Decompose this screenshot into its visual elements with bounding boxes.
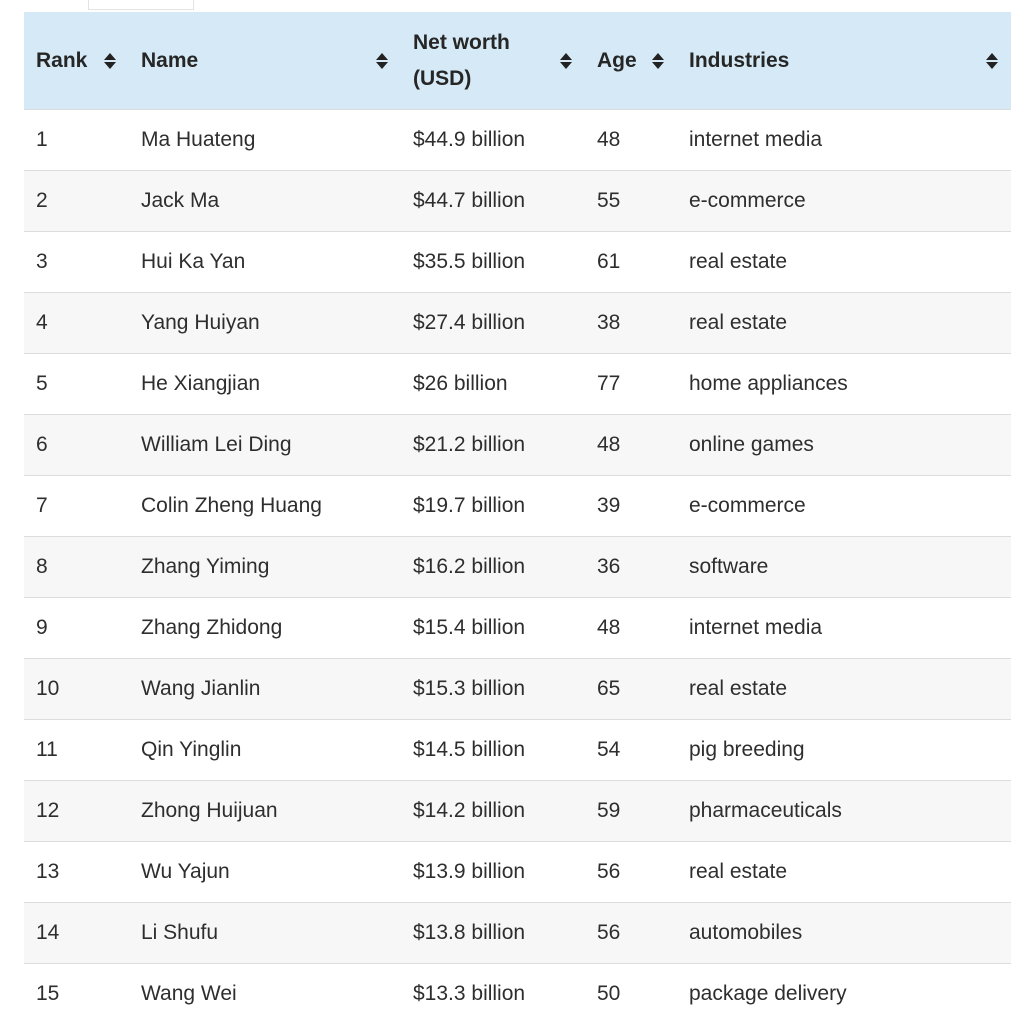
column-header-name-label: Name: [141, 48, 199, 72]
table-row: [24, 964, 1011, 1025]
cell-net-worth: $44.9 billion: [401, 110, 585, 171]
cell-net-worth: $21.2 billion: [401, 415, 585, 476]
cell-name: Wang Wei: [129, 964, 401, 1025]
column-header-net-worth-label-line1: Net worth: [413, 30, 510, 54]
cell-age: 48: [585, 415, 677, 476]
cell-name: Qin Yinglin: [129, 720, 401, 781]
cell-age: 48: [585, 598, 677, 659]
cell-rank: 3: [24, 232, 129, 293]
cell-age: 77: [585, 354, 677, 415]
cell-net-worth: $26 billion: [401, 354, 585, 415]
column-header-age[interactable]: [585, 12, 677, 110]
billionaires-table-container: [24, 12, 1011, 1024]
cell-name: Zhong Huijuan: [129, 781, 401, 842]
table-row: [24, 781, 1011, 842]
cell-net-worth: $19.7 billion: [401, 476, 585, 537]
column-header-industries-label: Industries: [689, 48, 790, 72]
cell-rank: 7: [24, 476, 129, 537]
cell-name: Zhang Yiming: [129, 537, 401, 598]
cell-name: William Lei Ding: [129, 415, 401, 476]
cell-net-worth: $44.7 billion: [401, 171, 585, 232]
cell-name: Zhang Zhidong: [129, 598, 401, 659]
cell-age: 55: [585, 171, 677, 232]
sort-up-down-icon[interactable]: [985, 51, 999, 71]
table-row: [24, 537, 1011, 598]
cell-industries: real estate: [677, 659, 1011, 720]
cell-age: 36: [585, 537, 677, 598]
table-row: [24, 598, 1011, 659]
cell-age: 56: [585, 842, 677, 903]
table-row: [24, 171, 1011, 232]
table-row: [24, 232, 1011, 293]
cell-industries: automobiles: [677, 903, 1011, 964]
cell-net-worth: $15.4 billion: [401, 598, 585, 659]
cell-name: Hui Ka Yan: [129, 232, 401, 293]
cell-industries: real estate: [677, 842, 1011, 903]
cell-net-worth: $15.3 billion: [401, 659, 585, 720]
cell-industries: e-commerce: [677, 171, 1011, 232]
cell-industries: real estate: [677, 293, 1011, 354]
cell-age: 39: [585, 476, 677, 537]
cell-rank: 2: [24, 171, 129, 232]
cell-industries: home appliances: [677, 354, 1011, 415]
table-row: [24, 293, 1011, 354]
cell-age: 50: [585, 964, 677, 1025]
tab-fragment: [88, 0, 194, 10]
cell-rank: 9: [24, 598, 129, 659]
cell-name: He Xiangjian: [129, 354, 401, 415]
cell-net-worth: $14.2 billion: [401, 781, 585, 842]
cell-industries: online games: [677, 415, 1011, 476]
cell-net-worth: $16.2 billion: [401, 537, 585, 598]
cell-age: 48: [585, 110, 677, 171]
table-row: [24, 842, 1011, 903]
cell-rank: 6: [24, 415, 129, 476]
table-row: [24, 720, 1011, 781]
header-row: [24, 12, 1011, 110]
table-row: [24, 415, 1011, 476]
cell-rank: 5: [24, 354, 129, 415]
column-header-age-label: Age: [597, 48, 637, 72]
cell-rank: 4: [24, 293, 129, 354]
cell-industries: pharmaceuticals: [677, 781, 1011, 842]
sort-up-down-icon[interactable]: [375, 51, 389, 71]
column-header-name[interactable]: [129, 12, 401, 110]
cell-industries: internet media: [677, 598, 1011, 659]
cell-name: Yang Huiyan: [129, 293, 401, 354]
table-row: [24, 354, 1011, 415]
cell-rank: 13: [24, 842, 129, 903]
cell-net-worth: $27.4 billion: [401, 293, 585, 354]
cell-name: Li Shufu: [129, 903, 401, 964]
cell-rank: 1: [24, 110, 129, 171]
sort-up-down-icon[interactable]: [559, 51, 573, 71]
cell-industries: e-commerce: [677, 476, 1011, 537]
column-header-rank[interactable]: [24, 12, 129, 110]
column-header-industries[interactable]: [677, 12, 1011, 110]
column-header-net-worth[interactable]: [401, 12, 585, 110]
cell-age: 56: [585, 903, 677, 964]
cell-rank: 14: [24, 903, 129, 964]
cell-age: 65: [585, 659, 677, 720]
table-row: [24, 476, 1011, 537]
cell-rank: 12: [24, 781, 129, 842]
cell-age: 59: [585, 781, 677, 842]
column-header-net-worth-label-line2: (USD): [413, 66, 472, 90]
cell-name: Jack Ma: [129, 171, 401, 232]
cell-rank: 11: [24, 720, 129, 781]
table-row: [24, 659, 1011, 720]
cell-rank: 8: [24, 537, 129, 598]
cell-net-worth: $14.5 billion: [401, 720, 585, 781]
cell-net-worth: $13.8 billion: [401, 903, 585, 964]
table-header: [24, 12, 1011, 110]
table-row: [24, 110, 1011, 171]
cell-net-worth: $35.5 billion: [401, 232, 585, 293]
cell-age: 61: [585, 232, 677, 293]
cell-industries: software: [677, 537, 1011, 598]
cell-name: Wu Yajun: [129, 842, 401, 903]
cell-age: 54: [585, 720, 677, 781]
sort-up-down-icon[interactable]: [651, 51, 665, 71]
cell-name: Wang Jianlin: [129, 659, 401, 720]
cell-industries: real estate: [677, 232, 1011, 293]
column-header-rank-label: Rank: [36, 48, 88, 72]
billionaires-table: [24, 12, 1011, 1024]
cell-name: Ma Huateng: [129, 110, 401, 171]
cell-industries: internet media: [677, 110, 1011, 171]
cell-industries: package delivery: [677, 964, 1011, 1025]
cell-net-worth: $13.3 billion: [401, 964, 585, 1025]
cell-rank: 15: [24, 964, 129, 1025]
cell-industries: pig breeding: [677, 720, 1011, 781]
cell-rank: 10: [24, 659, 129, 720]
sort-up-down-icon[interactable]: [103, 51, 117, 71]
cell-net-worth: $13.9 billion: [401, 842, 585, 903]
table-body: [24, 110, 1011, 1025]
table-row: [24, 903, 1011, 964]
cell-age: 38: [585, 293, 677, 354]
cell-name: Colin Zheng Huang: [129, 476, 401, 537]
